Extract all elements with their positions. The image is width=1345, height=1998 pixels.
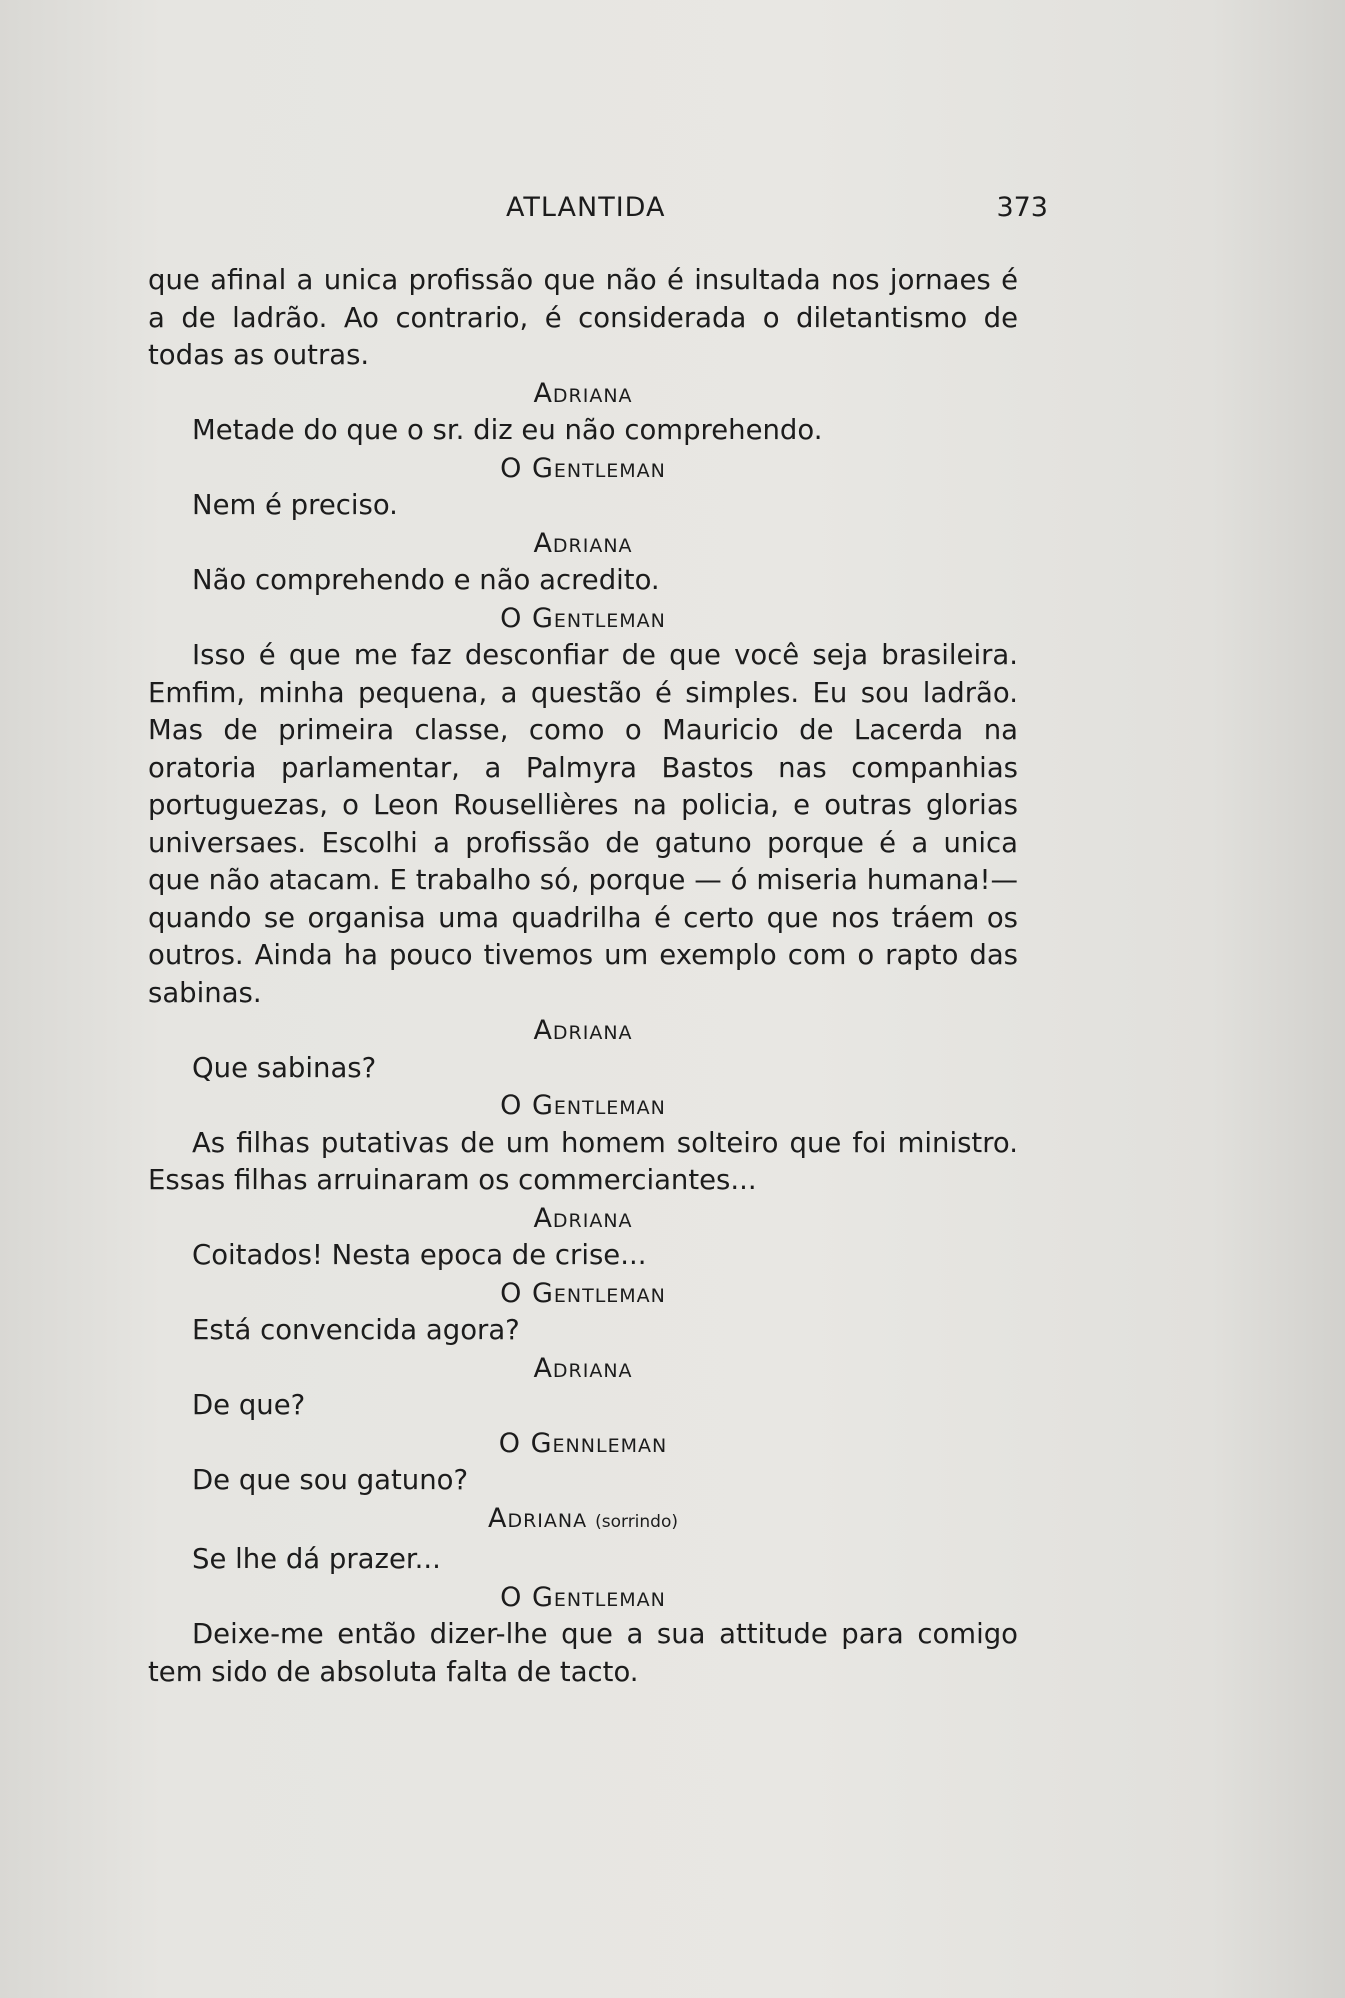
speaker-name: Adriana — [487, 1502, 588, 1534]
speaker-heading: Adriana — [533, 1202, 633, 1234]
speaker-heading: Adriana — [533, 527, 633, 559]
running-head — [148, 192, 1048, 232]
dialogue-line: Está convencida agora? — [192, 1314, 520, 1346]
dialogue-line: Que sabinas? — [192, 1051, 377, 1084]
running-title: ATLANTIDA — [506, 192, 666, 223]
page-body — [148, 262, 1018, 1691]
speaker-heading: O Gentleman — [500, 1090, 666, 1121]
dialogue-line: De que? — [192, 1389, 306, 1421]
dialogue-line: Coitados! Nesta epoca de crise... — [192, 1239, 647, 1271]
dialogue-line: Isso é que me faz desconfiar de que você seja brasileira. Emfim, minha pequena, a questão é simples. Eu sou ladrão. Mas de primeira classe, como o Mauricio de Lacerda na oratoria parlamentar, a Palmyra Bastos nas companhias portuguezas, o Leon Rousellières na policia, e outras glorias universaes. Escolhi a profissão de gatuno porque é a unica que não atacam. E trabalho só, porque — ó miseria humana!—quando se organisa uma quadrilha é certo que nos tráem os outros. Ainda ha pouco tivemos um exemplo com o rapto das sabinas. — [148, 639, 1018, 1009]
speaker-heading: O Gentleman — [500, 1277, 666, 1309]
dialogue-line: As filhas putativas de um homem solteiro que foi ministro. Essas filhas arruinaram os commerciantes... — [148, 1126, 1018, 1196]
speaker-heading: O Gentleman — [500, 1581, 666, 1613]
dialogue-line: Se lhe dá prazer... — [192, 1543, 441, 1575]
dialogue-line: De que sou gatuno? — [192, 1464, 469, 1496]
speaker-heading: O Gentleman — [500, 452, 666, 484]
page-number: 373 — [996, 192, 1048, 223]
dialogue-line: Não comprehendo e não acredito. — [192, 564, 660, 596]
speaker-heading: Adriana — [533, 1352, 633, 1384]
dialogue-line: Deixe-me então dizer-lhe que a sua attitude para comigo tem sido de absoluta falta de tacto. — [148, 1618, 1018, 1688]
stage-direction: (sorrindo) — [595, 1511, 679, 1532]
dialogue-line: Nem é preciso. — [192, 489, 398, 521]
speaker-heading: O Gennleman — [498, 1427, 668, 1459]
speaker-heading: O Gentleman — [500, 602, 666, 634]
paragraph-continuation: que afinal a unica profissão que não é insultada nos jornaes é a de ladrão. Ao contrario, é considerada o diletantismo de todas as outras. — [148, 264, 1018, 371]
speaker-heading — [148, 1500, 1018, 1542]
dialogue-line: Metade do que o sr. diz eu não comprehendo. — [192, 414, 823, 446]
speaker-heading: Adriana — [533, 1015, 633, 1046]
speaker-heading: Adriana — [533, 377, 633, 409]
